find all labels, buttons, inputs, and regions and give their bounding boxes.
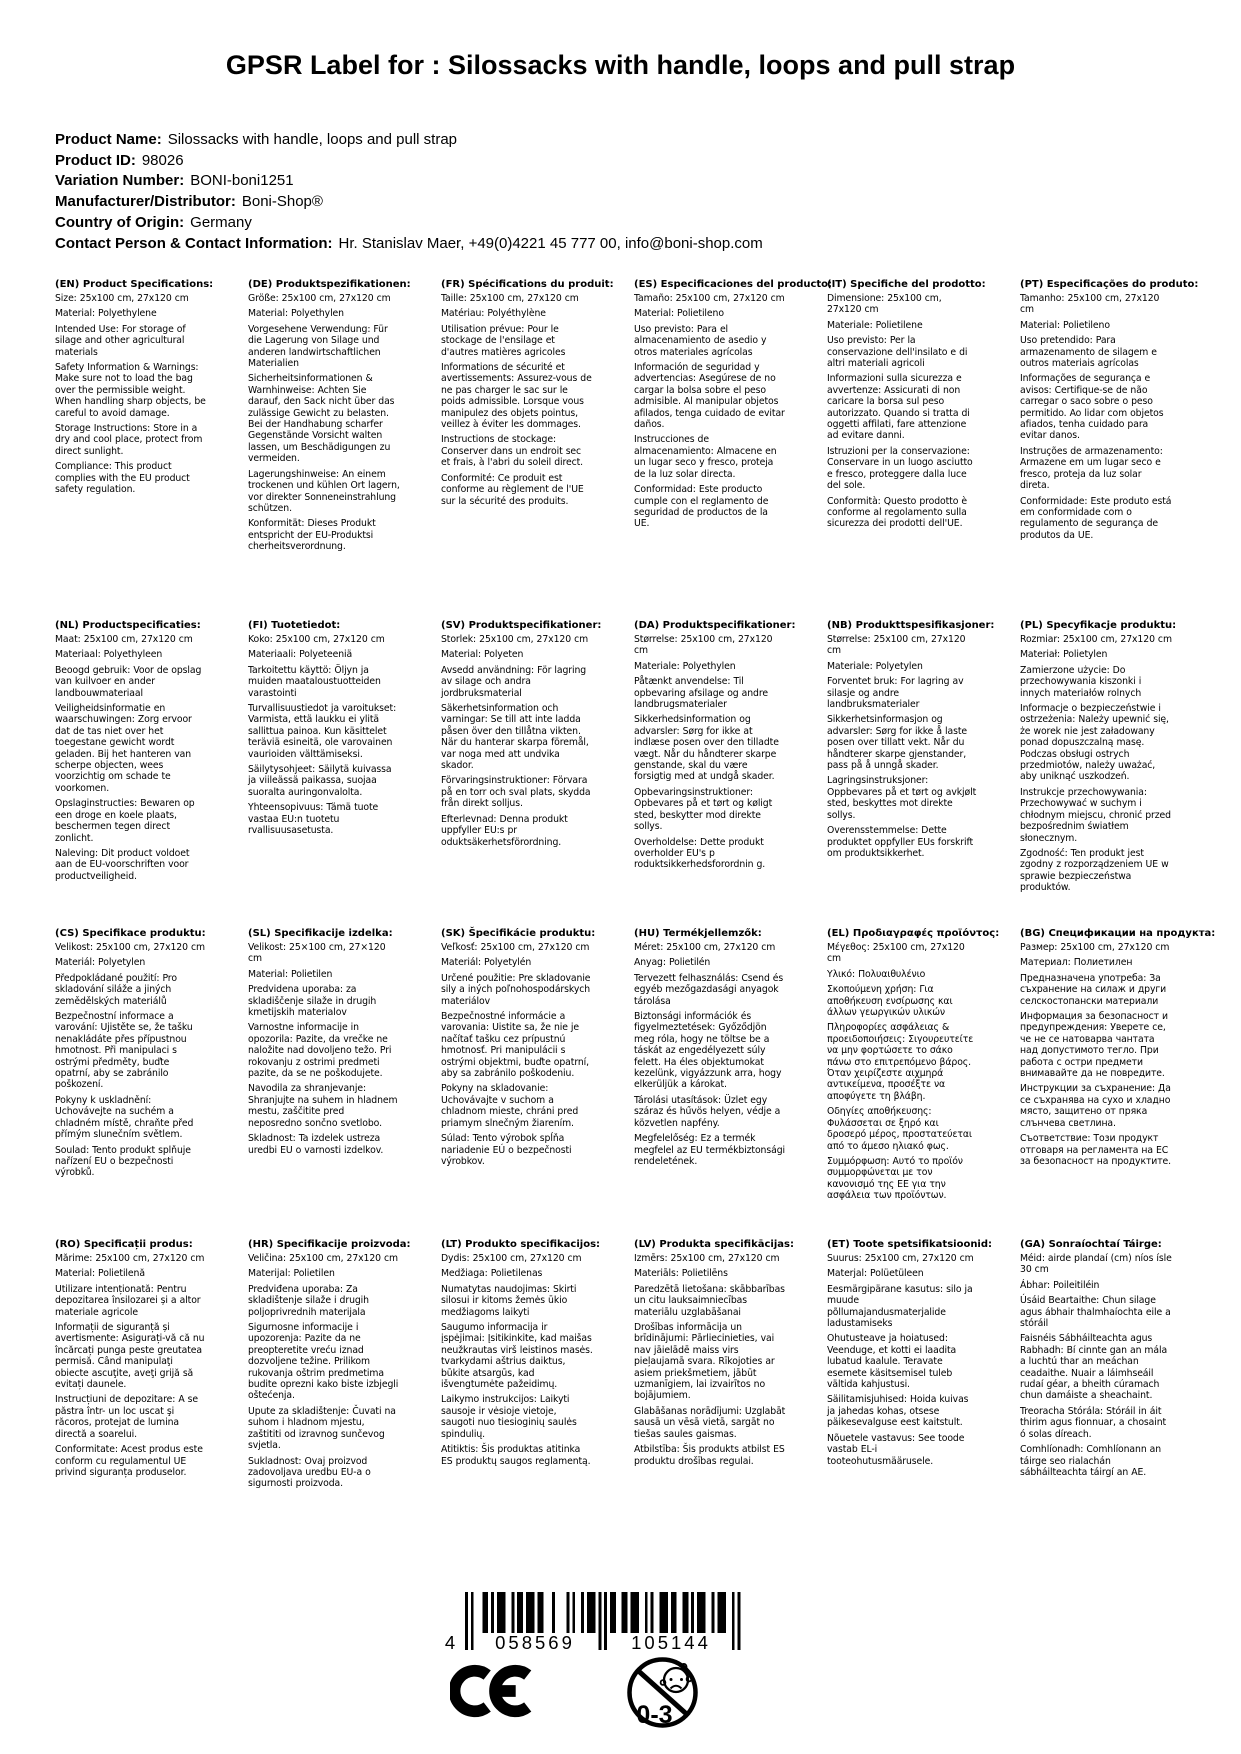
product-info-value: Boni-Shop® <box>241 193 323 211</box>
spec-paragraph: Materiāls: Polietilēns <box>634 1268 728 1280</box>
spec-paragraph: Drošības informācija un brīdinājumi: Pārliecinieties, vai nav jāielādē maiss virs pieļaujamā svara. Rīkojoties ar asiem priekšmetiem, jābūt uzmanīgiem, lai izvairītos no bojājumiem. <box>634 1322 775 1402</box>
spec-paragraph: Uso previsto: Para el almacenamiento de asedio y otros materiales agrícolas <box>634 323 767 358</box>
spec-paragraph: Conformidade: Este produto está em conformidade com o regulamento de segurança de produtos da UE. <box>1020 495 1172 541</box>
spec-block-heading: (PL) Specyfikacje produktu: <box>1020 620 1177 631</box>
spec-block-fi <box>248 620 400 898</box>
spec-paragraph: Intended Use: For storage of silage and other agricultural materials <box>55 323 186 358</box>
spec-block-cs <box>55 928 207 1206</box>
spec-block-heading: (EL) Προδιαγραφές προϊόντος: <box>827 928 1000 939</box>
spec-paragraph: Medžiaga: Polietilenas <box>441 1268 543 1280</box>
spec-paragraph: Istruzioni per la conservazione: Conservare in un luogo asciutto e fresco, proteggere dalla luce del sole. <box>827 445 973 492</box>
product-info-row <box>55 171 763 192</box>
spec-paragraph: Atbilstība: Šis produkts atbilst ES produktu drošības regulai. <box>634 1444 785 1467</box>
spec-block-lt <box>441 1239 601 1494</box>
spec-paragraph: Materijal: Polietilen <box>248 1268 335 1280</box>
spec-block-sl <box>248 928 400 1206</box>
ce-letter-c <box>455 1671 488 1712</box>
spec-block-heading: (NL) Productspecificaties: <box>55 620 201 631</box>
spec-block-el <box>827 928 1000 1206</box>
barcode-digit-first: 4 <box>444 1632 456 1653</box>
spec-paragraph: Storlek: 25x100 cm, 27x120 cm <box>441 634 589 645</box>
spec-paragraph: Tamanho: 25x100 cm, 27x120 cm <box>1020 293 1160 316</box>
spec-paragraph: Material: Polietileno <box>634 308 724 320</box>
spec-grid-row-4 <box>55 1239 1225 1494</box>
spec-paragraph: Informazioni sulla sicurezza e avvertenze: Assicurati di non caricare la borsa sul peso autorizzato. Quando si tratta di oggetti affilati, fare attenzione ad evitare danni. <box>827 373 970 442</box>
spec-paragraph: Yhteensopivuus: Tämä tuote vastaa EU:n tuotetu rvallisuusasetusta. <box>248 802 379 837</box>
spec-paragraph: Säilytysohjeet: Säilytä kuivassa ja viileässä paikassa, suojaa suoralta auringonvalolta. <box>248 764 392 798</box>
spec-block-heading: (LT) Produkto specifikacijos: <box>441 1239 601 1250</box>
spec-paragraph: Opbevaringsinstruktioner: Opbevares på et tørt og køligt sted, beskytter mod direkte sollys. <box>634 786 773 833</box>
product-info-row <box>55 130 763 151</box>
spec-paragraph: Υλικό: Πολυαιθυλένιο <box>827 968 926 980</box>
spec-paragraph: Predvidena uporaba: za skladiščenje silaže in drugih kmetijskih materialov <box>248 984 377 1019</box>
spec-paragraph: Uso previsto: Per la conservazione dell'insilato e di altri materiali agricoli <box>827 335 968 370</box>
spec-paragraph: Instrucțiuni de depozitare: A se păstra într- un loc uscat şi răcoros, protejat de lumina directă a soarelui. <box>55 1394 198 1440</box>
spec-paragraph: Určené použitie: Pre skladovanie sily a iných poľnohospodárskych materiálov <box>441 972 591 1007</box>
spec-paragraph: Utilisation prévue: Pour le stockage de l'ensilage et d'autres matières agricoles <box>441 323 566 358</box>
spec-paragraph: Overensstemmelse: Dette produktet oppfyller EUs forskrift om produktsikkerhet. <box>827 825 974 859</box>
spec-block-heading: (SV) Produktspecifikationer: <box>441 620 602 631</box>
spec-block-da <box>634 620 796 898</box>
baby-face-eye-left <box>670 1678 673 1681</box>
spec-paragraph: Tamaño: 25x100 cm, 27x120 cm <box>634 293 785 304</box>
spec-paragraph: Suurus: 25x100 cm, 27x120 cm <box>827 1253 974 1264</box>
spec-paragraph: Ábhar: Poileitiléin <box>1020 1279 1100 1291</box>
spec-paragraph: Nõuetele vastavus: See toode vastab EL-i tooteohutusmäärusele. <box>827 1432 965 1467</box>
spec-paragraph: Materjal: Polüetüleen <box>827 1268 924 1280</box>
baby-face-frown <box>671 1686 682 1689</box>
spec-paragraph: Velikost: 25x100 cm, 27x120 cm <box>55 942 205 953</box>
product-info-row <box>55 192 763 213</box>
spec-block-hr <box>248 1239 411 1494</box>
spec-paragraph: Materiale: Polyetylen <box>827 660 923 672</box>
spec-paragraph: Zamierzone użycie: Do przechowywania kiszonki i innych materiałów rolnych <box>1020 664 1142 699</box>
product-info-label: Product ID: <box>55 151 136 169</box>
spec-paragraph: Materiaal: Polyethyleen <box>55 649 163 661</box>
spec-paragraph: Varnostne informacije in opozorila: Pazite, da vrečke ne naložite nad dovoljeno težo. Pri rokovanju z ostrimi predmeti pazite, da se ne poškodujete. <box>248 1022 392 1080</box>
spec-paragraph: Glabāšanas norādījumi: Uzglabāt sausā un vēsā vietā, sargāt no tiešas saules gaismas. <box>634 1405 786 1440</box>
spec-paragraph: Materiál: Polyetylén <box>441 957 532 969</box>
spec-paragraph: Maat: 25x100 cm, 27x120 cm <box>55 634 193 645</box>
spec-block-heading: (ET) Toote spetsifikatsioonid: <box>827 1239 993 1250</box>
spec-block-heading: (HR) Specifikacije proizvoda: <box>248 1239 411 1250</box>
spec-paragraph: Efterlevnad: Denna produkt uppfyller EU:s pr oduktsäkerhetsförordning. <box>441 813 568 848</box>
spec-block-heading: (SK) Špecifikácie produktu: <box>441 928 596 939</box>
spec-paragraph: Laikymo instrukcijos: Laikyti sausoje ir vėsioje vietoje, saugoti nuo tiesioginių saulės spindulių. <box>441 1394 577 1440</box>
spec-paragraph: Material: Polyeten <box>441 649 524 661</box>
spec-paragraph: Anyag: Polietilén <box>634 957 711 969</box>
spec-block-sk <box>441 928 596 1206</box>
spec-paragraph: Instruções de armazenamento: Armazene em um lugar seco e fresco, proteja da luz solar direta. <box>1020 445 1163 492</box>
spec-grid-row-2 <box>55 620 1225 898</box>
spec-paragraph: Soulad: Tento produkt splňuje nařízení EU o bezpečnosti výrobků. <box>55 1144 191 1179</box>
spec-paragraph: Sigurnosne informacije i upozorenja: Pazite da ne preopteretite vreću iznad dozvoljene težine. Prilikom rukovanja oštrim predmetima budite oprezni kako biste izbjegli oštećenja. <box>248 1322 399 1402</box>
spec-paragraph: Съответствие: Този продукт отговаря на регламента на ЕС за безопасност на продуктите. <box>1020 1133 1172 1167</box>
spec-paragraph: Información de seguridad y advertencias: Asegúrese de no cargar la bolsa sobre el peso admisible. Al manipular objetos afilados, tenga cuidado de evitar daños. <box>634 362 785 431</box>
baby-face-head <box>664 1668 688 1692</box>
spec-paragraph: Koko: 25x100 cm, 27x120 cm <box>248 634 385 645</box>
spec-paragraph: Informacje o bezpieczeństwie i ostrzeżenia: Należy upewnić się, że worek nie jest załadowany ponad dopuszczalną masę. Podczas obsługi ostrych przedmiotów, należy uważać, aby uniknąć uszkodzeń. <box>1020 703 1169 783</box>
spec-paragraph: Tárolási utasítások: Üzlet egy száraz és hűvös helyen, védje a közvetlen napfény. <box>634 1094 781 1129</box>
spec-paragraph: Material: Polietileno <box>1020 319 1110 331</box>
product-info-block <box>55 130 763 254</box>
barcode-digits-left: 058569 <box>495 1632 575 1653</box>
product-info-row <box>55 151 763 172</box>
spec-paragraph: Méret: 25x100 cm, 27x120 cm <box>634 942 776 953</box>
spec-paragraph: Инструкции за съхранение: Да се съхранява на сухо и хладно място, защитено от пряка слънчева светлина. <box>1020 1083 1171 1129</box>
spec-paragraph: Atitiktis: Šis produktas atitinka ES produktų saugos reglamentą. <box>441 1444 591 1467</box>
spec-block-heading: (HU) Termékjellemzők: <box>634 928 762 939</box>
product-info-label: Manufacturer/Distributor: <box>55 193 236 211</box>
spec-paragraph: Uso pretendido: Para armazenamento de silagem e outros materiais agrícolas <box>1020 335 1157 370</box>
spec-paragraph: Konformität: Dieses Produkt entspricht der EU-Produktsi cherheitsverordnung. <box>248 518 376 553</box>
spec-paragraph: Súlad: Tento výrobok spĺňa nariadenie EÚ o bezpečnosti výrobkov. <box>441 1133 572 1167</box>
spec-block-heading: (CS) Specifikace produktu: <box>55 928 206 939</box>
spec-paragraph: Materiał: Polietylen <box>1020 649 1108 661</box>
spec-block-heading: (EN) Product Specifications: <box>55 279 214 290</box>
product-info-value: 98026 <box>141 151 184 169</box>
spec-block-de <box>248 279 411 557</box>
spec-paragraph: Storage Instructions: Store in a dry and cool place, protect from direct sunlight. <box>55 423 203 457</box>
spec-paragraph: Informations de sécurité et avertissements: Assurez-vous de ne pas charger le sac sur le poids admissible. Lorsque vous manipulez des objets pointus, veillez à éviter les dommages. <box>441 362 592 431</box>
spec-paragraph: Materiale: Polyethylen <box>634 660 736 672</box>
spec-paragraph: Bezpečnostní informace a varování: Ujistěte se, že tašku nenakládáte přes přípustnou hmotnost. Při manipulaci s ostrými předměty, buďte opatrní, aby se zabránilo poškození. <box>55 1011 193 1091</box>
spec-block-pt <box>1020 279 1199 557</box>
spec-paragraph: Utilizare intenționată: Pentru depozitarea însilozarei și a altor materiale agricole <box>55 1283 201 1318</box>
spec-paragraph: Conformité: Ce produit est conforme au règlement de l'UE sur la sécurité des produits. <box>441 472 584 507</box>
spec-paragraph: Eesmärgipärane kasutus: silo ja muude põllumajandusmaterjalide ladustamiseks <box>827 1283 973 1330</box>
spec-paragraph: Saugumo informacija ir įspėjimai: Įsitikinkite, kad maišas neužkrautas virš leistinos masės. tvarkydami aštrius daiktus, būkite atsargūs, kad išvengtumėte pažeidimų. <box>441 1322 593 1391</box>
spec-paragraph: Pokyny k uskladnění: Uchovávejte na suchém a chladném místě, chraňte před přímým slunečním světlem. <box>55 1094 194 1141</box>
spec-paragraph: Forventet bruk: For lagring av silasje og andre landbruksmaterialer <box>827 676 964 711</box>
spec-paragraph: Safety Information & Warnings: Make sure not to load the bag over the permissible weight. When handling sharp objects, be careful to avoid damage. <box>55 362 206 419</box>
product-info-label: Product Name: <box>55 131 162 148</box>
spec-paragraph: Informații de siguranță și avertismente: Asigurați-vă că nu încărcați punga peste greutatea permisă. Când manipulaţi obiecte ascuţite, aveţi grijă să evitați daunele. <box>55 1322 205 1391</box>
spec-paragraph: Dydis: 25x100 cm, 27x120 cm <box>441 1253 582 1264</box>
spec-paragraph: Tervezett felhasználás: Csend és egyéb mezőgazdasági anyagok tárolása <box>634 972 784 1007</box>
spec-paragraph: Rozmiar: 25x100 cm, 27x120 cm <box>1020 634 1172 645</box>
spec-paragraph: Предназначена употреба: За съхранение на силаж и други селскостопански материали <box>1020 972 1167 1007</box>
spec-paragraph: Veiligheidsinformatie en waarschuwingen: Zorg ervoor dat de tas niet over het toegestane gewicht wordt geladen. Bij het hanteren van scherpe objecten, wees voorzichtig om schade te voorkomen. <box>55 703 192 794</box>
spec-paragraph: Conformitate: Acest produs este conform cu regulamentul UE privind siguranța produselor. <box>55 1444 203 1478</box>
spec-block-heading: (BG) Спецификации на продукта: <box>1020 928 1216 939</box>
product-info-row <box>55 213 763 234</box>
spec-paragraph: Turvallisuustiedot ja varoitukset: Varmista, että laukku ei ylitä sallittua painoa. Kun käsittelet teräviä esineitä, ole varovainen vaurioiden välttämiseksi. <box>248 703 397 760</box>
spec-block-heading: (LV) Produkta specifikācijas: <box>634 1239 794 1250</box>
spec-block-heading: (RO) Specificații produs: <box>55 1239 193 1250</box>
spec-block-pl <box>1020 620 1177 898</box>
spec-paragraph: Sikkerhetsinformasjon og advarsler: Sørg for ikke å laste posen over tillatt vekt. Når du håndterer skarpe gjenstander, pass på å unngå skader. <box>827 714 967 772</box>
spec-paragraph: Σκοπούμενη χρήση: Για αποθήκευση ενσίρωσης και άλλων γεωργικών υλικών <box>827 984 953 1019</box>
spec-paragraph: Pokyny na skladovanie: Uchovávajte v suchom a chladnom mieste, chráni pred priamym slnečným žiarením. <box>441 1083 579 1129</box>
spec-paragraph: Matériau: Polyéthylène <box>441 308 546 320</box>
product-info-value: Hr. Stanislav Maer, +49(0)4221 45 777 00, info@boni-shop.com <box>338 234 763 252</box>
product-info-row <box>55 234 763 255</box>
age-warning-label: 0-3 <box>636 1701 673 1729</box>
spec-block-fr <box>441 279 614 557</box>
spec-paragraph: Treoracha Stórála: Stóráil in áit thirim agus fionnuar, a chosaint ó solas díreach. <box>1020 1405 1167 1440</box>
spec-paragraph: Compliance: This product complies with the EU product safety regulation. <box>55 461 190 496</box>
spec-block-es <box>634 279 833 557</box>
spec-paragraph: Méid: airde plandaí (cm) níos ísle 30 cm <box>1020 1253 1172 1276</box>
spec-block-ro <box>55 1239 207 1494</box>
product-info-label: Contact Person & Contact Information: <box>55 234 333 252</box>
spec-block-heading: (DE) Produktspezifikationen: <box>248 279 411 290</box>
spec-paragraph: Paredzētā lietošana: skābbarības un citu lauksaimniecības materiālu uzglabāšanai <box>634 1283 785 1318</box>
spec-paragraph: Predviđena uporaba: Za skladištenje silaže i drugih poljoprivrednih materijala <box>248 1283 369 1318</box>
ce-mark-icon <box>450 1664 540 1718</box>
spec-paragraph: Faisnéis Sábháilteachta agus Rabhadh: Bí cinnte gan an mála a luchtú thar an meáchan ceadaithe. Nuair a láimhseáil rudaí géar, a bheith cúramach chun damáiste a sheachaint. <box>1020 1333 1168 1402</box>
spec-paragraph: Συμμόρφωση: Αυτό το προϊόν συμμορφώνεται με τον κανονισμό της ΕΕ για την ασφάλεια των προϊόντων. <box>827 1155 963 1202</box>
spec-paragraph: Μέγεθος: 25x100 cm, 27x120 cm <box>827 942 965 965</box>
spec-paragraph: Biztonsági információk és figyelmeztetések: Győződjön meg róla, hogy ne töltse be a táskát az engedélyezett súly felett. Ha éles objektumokat kezelünk, vigyázzunk arra, hogy elkerüljük a károkat. <box>634 1011 782 1091</box>
spec-block-bg <box>1020 928 1216 1206</box>
spec-paragraph: Megfelelőség: Ez a termék megfelel az EU termékbiztonsági rendeletének. <box>634 1133 785 1167</box>
spec-paragraph: Instructions de stockage: Conserver dans un endroit sec et frais, à l'abri du soleil direct. <box>441 434 584 469</box>
spec-block-heading: (PT) Especificações do produto: <box>1020 279 1199 290</box>
spec-paragraph: Förvaringsinstruktioner: Förvara på en torr och sval plats, skydda från direkt solljus. <box>441 775 591 810</box>
spec-paragraph: Izmērs: 25x100 cm, 27x120 cm <box>634 1253 780 1264</box>
spec-paragraph: Materiál: Polyetylen <box>55 957 146 969</box>
spec-block-heading: (ES) Especificaciones del producto: <box>634 279 833 290</box>
spec-block-heading: (IT) Specifiche del prodotto: <box>827 279 986 290</box>
spec-block-et <box>827 1239 993 1494</box>
spec-paragraph: Οδηγίες αποθήκευσης: Φυλάσσεται σε ξηρό και δροσερό μέρος, προστατεύεται από το άμεσο ηλιακό φως. <box>827 1106 972 1152</box>
spec-grid-row-1 <box>55 279 1225 557</box>
spec-paragraph: Avsedd användning: För lagring av silage och andra jordbruksmaterial <box>441 664 587 699</box>
spec-block-heading: (FR) Spécifications du produit: <box>441 279 614 290</box>
spec-paragraph: Comhlíonadh: Comhlíonann an táirge seo rialachán sábháilteachta táirgí an AE. <box>1020 1444 1162 1478</box>
spec-block-heading: (NB) Produkttspesifikasjoner: <box>827 620 995 631</box>
spec-paragraph: Säilitamisjuhised: Hoida kuivas ja jahedas kohas, otsese päikesevalguse eest kaitstult. <box>827 1394 969 1429</box>
spec-paragraph: Material: Polietilen <box>248 968 333 980</box>
spec-paragraph: Lagerungshinweise: An einem trockenen und kühlen Ort lagern, vor direkter Sonneneinstrahlung schützen. <box>248 468 400 514</box>
spec-paragraph: Påtænkt anvendelse: Til opbevaring afsilage og andre landbrugsmaterialer <box>634 676 768 711</box>
spec-paragraph: Информация за безопасност и предупреждения: Уверете се, че не се натоварва чантата над допустимото тегло. При работа с остри предмети внимавайте да не повредите. <box>1020 1011 1168 1080</box>
spec-block-heading: (FI) Tuotetiedot: <box>248 620 341 631</box>
spec-grid-row-3 <box>55 928 1225 1206</box>
spec-block-heading: (GA) Sonraíochtaí Táirge: <box>1020 1239 1162 1250</box>
spec-paragraph: Numatytas naudojimas: Skirti silosui ir kitoms žemės ūkio medžiagoms laikyti <box>441 1283 577 1318</box>
spec-paragraph: Overholdelse: Dette produkt overholder EU's p roduktsikkerhedsforordnin g. <box>634 836 766 871</box>
spec-block-nl <box>55 620 207 898</box>
spec-paragraph: Beoogd gebruik: Voor de opslag van kuilvoer en ander landbouwmateriaal <box>55 664 202 699</box>
spec-paragraph: Säkerhetsinformation och varningar: Se till att inte ladda påsen över den tillåtna vikten. När du hanterar skarpa föremål, var noga med att undvika skador. <box>441 703 589 772</box>
product-info-value: Silossacks with handle, loops and pull strap <box>167 131 458 148</box>
product-info-label: Variation Number: <box>55 172 185 190</box>
spec-paragraph: Upute za skladištenje: Čuvati na suhom i hladnom mjestu, zaštititi od izravnog sunčevog svjetla. <box>248 1405 396 1452</box>
spec-paragraph: Conformità: Questo prodotto è conforme al regolamento sulla sicurezza dei prodotti dell'UE. <box>827 495 967 530</box>
spec-paragraph: Материал: Полиетилен <box>1020 957 1133 969</box>
spec-paragraph: Lagringsinstruksjoner: Oppbevares på et tørt og avkjølt sted, beskyttes mot direkte sollys. <box>827 775 977 821</box>
spec-paragraph: Zgodność: Ten produkt jest zgodny z rozporządzeniem UE w sprawie bezpieczeństwa produktów. <box>1020 847 1169 894</box>
spec-block-heading: (SL) Specifikacije izdelka: <box>248 928 393 939</box>
spec-paragraph: Πληροφορίες ασφάλειας & προειδοποιήσεις: Σιγουρευτείτε να μην φορτώσετε το σάκο πάνω στο επιτρεπόμενο βάρος. Όταν χειρίζεστε αιχμηρά αντικείμενα, προσέξτε να αποφύγετε τη βλάβη. <box>827 1022 974 1102</box>
spec-paragraph: Instrukcje przechowywania: Przechowywać w suchym i chłodnym miejscu, chronić przed bezpośrednim światłem słonecznym. <box>1020 786 1171 844</box>
spec-paragraph: Material: Polyethylen <box>248 308 344 320</box>
spec-paragraph: Size: 25x100 cm, 27x120 cm <box>55 293 189 304</box>
spec-paragraph: Materiale: Polietilene <box>827 319 923 331</box>
spec-paragraph: Размер: 25x100 cm, 27x120 cm <box>1020 942 1170 953</box>
spec-block-heading: (DA) Produktspecifikationer: <box>634 620 796 631</box>
spec-block-lv <box>634 1239 794 1494</box>
spec-paragraph: Veličina: 25x100 cm, 27x120 cm <box>248 1253 399 1264</box>
spec-paragraph: Vorgesehene Verwendung: Für die Lagerung von Silage und anderen landwirtschaftlichen Materialien <box>248 323 388 370</box>
spec-paragraph: Úsáid Beartaithe: Chun silage agus ábhair thalmhaíochta eile a stóráil <box>1020 1295 1171 1330</box>
spec-paragraph: Informações de segurança e avisos: Certifique-se de não carregar o saco sobre o peso permitido. Ao lidar com objetos afiados, tenha cuidado para evitar danos. <box>1020 373 1164 442</box>
spec-paragraph: Material: Polietilenă <box>55 1268 145 1280</box>
product-info-label: Country of Origin: <box>55 213 185 231</box>
spec-block-en <box>55 279 214 557</box>
spec-paragraph: Předpokládané použití: Pro skladování siláže a jiných zemědělských materiálů <box>55 972 177 1007</box>
product-info-value: BONI-boni1251 <box>190 172 294 190</box>
spec-paragraph: Sikkerhedsinformation og advarsler: Sørg for ikke at indlæse posen over den tilladte vægt. Når du håndterer skarpe genstande, skal du være forsigtig med at undgå skader. <box>634 714 779 783</box>
spec-paragraph: Opslaginstructies: Bewaren op een droge en koele plaats, beschermen tegen direct zonlicht. <box>55 798 195 844</box>
spec-paragraph: Taille: 25x100 cm, 27x120 cm <box>441 293 579 304</box>
spec-paragraph: Ohutusteave ja hoiatused: Veenduge, et kotti ei laadita lubatud kaalule. Teravate esemete käsitsemisel tuleb vältida kahjustusi. <box>827 1333 957 1391</box>
spec-paragraph: Sukladnost: Ovaj proizvod zadovoljava uredbu EU-a o sigurnosti proizvoda. <box>248 1455 371 1490</box>
spec-paragraph: Bezpečnostné informácie a varovania: Uistite sa, že nie je načítať tašku cez prípustnú hmotnosť. Pri manipulácii s ostrými objektmi, buďte opatrní, aby sa zabránilo poškodeniu. <box>441 1011 590 1080</box>
spec-paragraph: Sicherheitsinformationen & Warnhinweise: Achten Sie darauf, den Sack nicht über das zulässige Gewicht zu belasten. Bei der Handhabung scharfer Gegenstände Vorsicht walten lassen, um Beschädigungen zu vermeiden. <box>248 373 395 465</box>
spec-block-ga <box>1020 1239 1172 1494</box>
spec-paragraph: Mărime: 25x100 cm, 27x120 cm <box>55 1253 205 1264</box>
spec-paragraph: Conformidad: Este producto cumple con el reglamento de seguridad de productos de la UE. <box>634 484 769 530</box>
spec-block-nb <box>827 620 995 898</box>
spec-paragraph: Skladnost: Ta izdelek ustreza uredbi EU o varnosti izdelkov. <box>248 1133 384 1156</box>
baby-face-eye-right <box>680 1678 683 1681</box>
spec-paragraph: Dimensione: 25x100 cm, 27x120 cm <box>827 293 942 316</box>
spec-paragraph: Velikost: 25×100 cm, 27×120 cm <box>248 942 386 965</box>
spec-paragraph: Naleving: Dit product voldoet aan de EU-voorschriften voor productveiligheid. <box>55 847 190 882</box>
spec-block-it <box>827 279 986 557</box>
page-title: GPSR Label for : Silossacks with handle, loops and pull strap <box>225 50 1016 80</box>
spec-paragraph: Instrucciones de almacenamiento: Almacene en un lugar seco y fresco, proteja de la luz solar directa. <box>634 434 777 480</box>
barcode-digits-right: 105144 <box>631 1632 711 1653</box>
product-info-value: Germany <box>190 213 252 231</box>
spec-block-sv <box>441 620 602 898</box>
baby-face-ear-left <box>661 1680 666 1685</box>
spec-paragraph: Material: Polyethylene <box>55 308 157 320</box>
spec-paragraph: Materiaali: Polyeteeniä <box>248 649 353 661</box>
spec-paragraph: Størrelse: 25x100 cm, 27x120 cm <box>827 634 966 657</box>
spec-block-hu <box>634 928 786 1206</box>
spec-paragraph: Veľkosť: 25x100 cm, 27x120 cm <box>441 942 590 953</box>
ean-barcode <box>442 1588 742 1654</box>
spec-paragraph: Navodila za shranjevanje: Shranjujte na suhem in hladnem mestu, zaščitite pred neposredno sončno svetlobo. <box>248 1083 398 1129</box>
spec-paragraph: Størrelse: 25x100 cm, 27x120 cm <box>634 634 773 657</box>
spec-paragraph: Tarkoitettu käyttö: Öljyn ja muiden maataloustuotteiden varastointi <box>248 664 381 699</box>
spec-paragraph: Größe: 25x100 cm, 27x120 cm <box>248 293 391 304</box>
age-warning-0-3-icon <box>623 1655 701 1731</box>
